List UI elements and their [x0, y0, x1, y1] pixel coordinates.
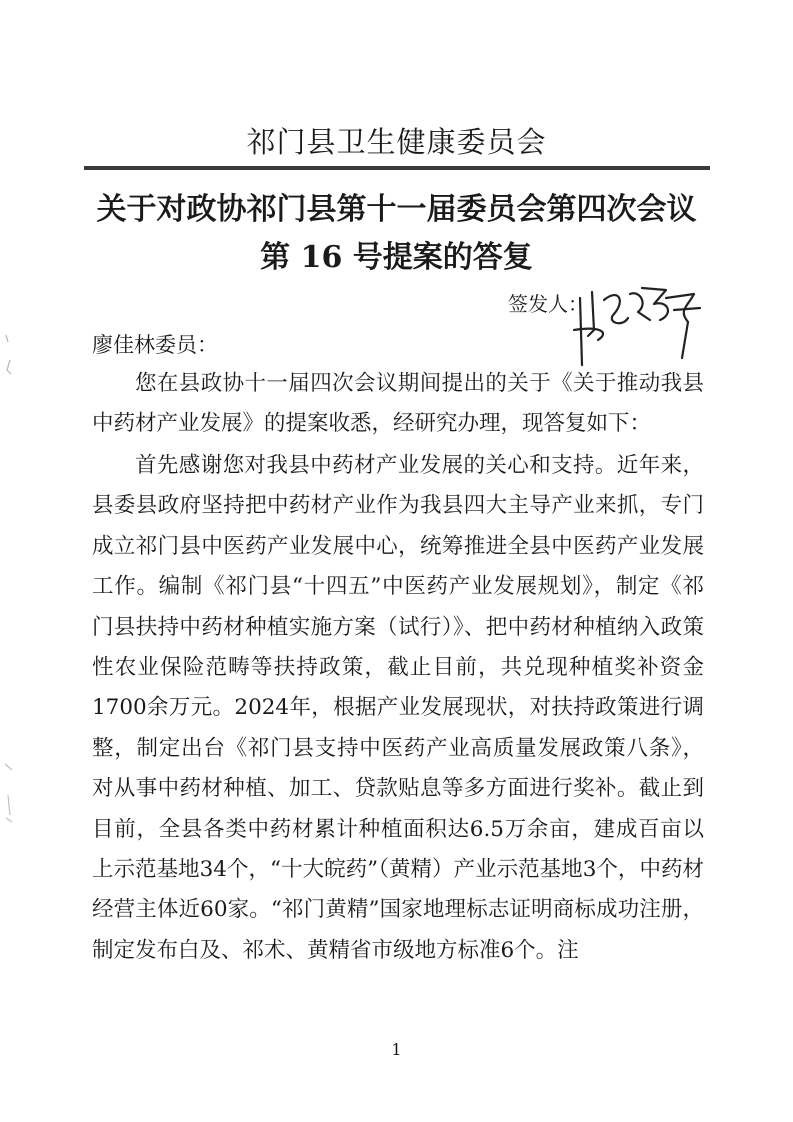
salutation: 廖佳林委员：: [92, 333, 218, 357]
body-paragraph: 首先感谢您对我县中药材产业发展的关心和支持。近年来，县委县政府坚持把中药材产业作为我县四大主导产业来抓，专门成立祁门县中医药产业发展中心，统筹推进全县中医药产业发展工作。编制《祁门县“十四五”中医药产业发展规划》，制定《祁门县扶持中药材种植实施方案（试行）》、把中药材种植纳入政策性农业保险范畴等扶持政策，截止目前，共兑现种植奖补资金1700余万元。2024年，根据产业发展现状，对扶持政策进行调整，制定出台《祁门县支持中医药产业高质量发展政策八条》，对从事中药材种植、加工、贷款贴息等多方面进行奖补。截止到目前，全县各类中药材累计种植面积达6.5万余亩，建成百亩以上示范基地34个，“十大皖药”（黄精）产业示范基地3个，中药材经营主体近60家。“祁门黄精”国家地理标志证明商标成功注册，制定发布白及、祁术、黄精省市级地方标准6个。注: [92, 453, 704, 963]
body-paragraph: 您在县政协十一届四次会议期间提出的关于《关于推动我县中药材产业发展》的提案收悉，经研究办理，现答复如下：: [92, 371, 704, 437]
signer-label: 签发人：: [508, 292, 588, 316]
scan-artifact: [0, 330, 24, 390]
issuing-organization: 祁门县卫生健康委员会: [246, 125, 547, 159]
document-title-line-1: 关于对政协祁门县第十一届委员会第四次会议: [96, 192, 697, 227]
header-divider: [84, 166, 710, 170]
page-number: 1: [391, 1040, 402, 1059]
document-title-line-2: 第 16 号提案的答复: [260, 240, 533, 275]
scan-artifact: [0, 760, 24, 830]
